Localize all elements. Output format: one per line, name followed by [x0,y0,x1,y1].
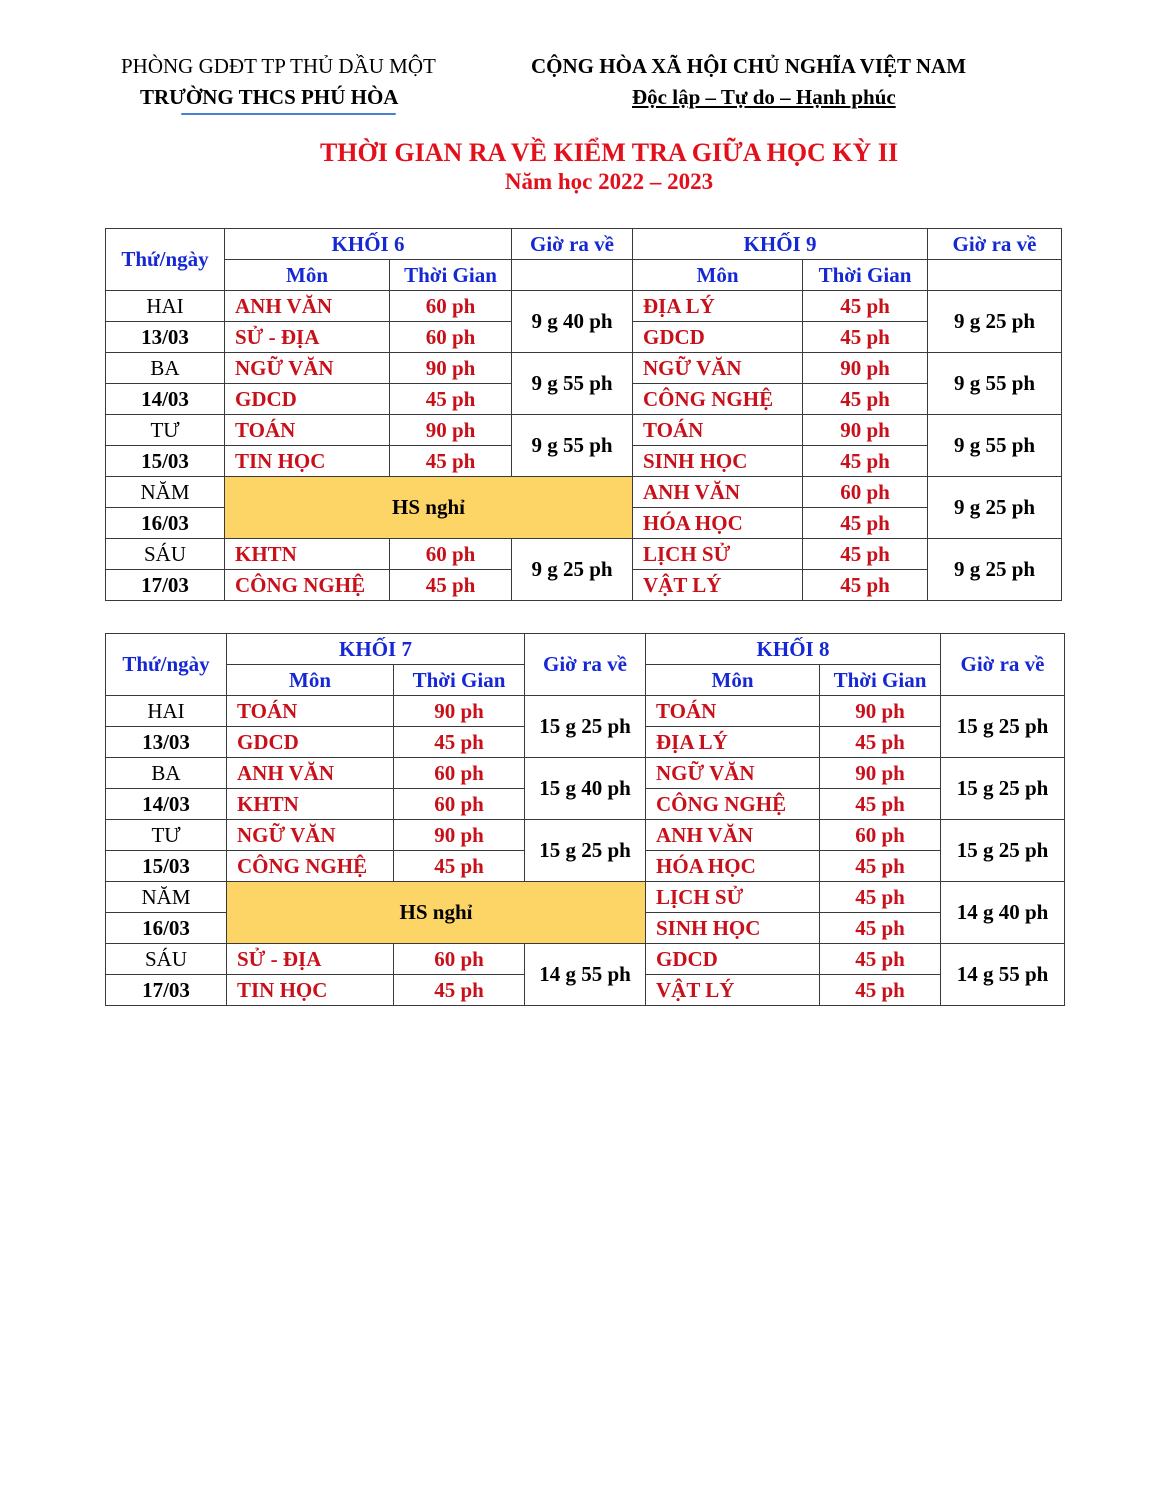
duration-cell: 60 ph [390,291,512,322]
subject-cell: NGỮ VĂN [633,353,803,384]
duration-header-left: Thời Gian [394,665,525,696]
release-time-cell: 15 g 25 ph [941,758,1065,820]
duration-cell: 45 ph [803,384,928,415]
subject-cell: ANH VĂN [633,477,803,508]
day-column-header: Thứ/ngày [106,634,227,696]
school-name: TRƯỜNG THCS PHÚ HÒA [140,85,399,109]
subject-cell: ANH VĂN [227,758,394,789]
duration-cell: 60 ph [394,944,525,975]
duration-cell: 45 ph [394,851,525,882]
national-motto: Độc lập – Tự do – Hạnh phúc [632,85,896,109]
weekday-cell: HAI [106,291,225,322]
grade-header-right: KHỐI 9 [633,229,928,260]
date-cell: 14/03 [106,384,225,415]
table-row [106,415,1062,446]
duration-cell: 90 ph [820,696,941,727]
subject-cell: SINH HỌC [646,913,820,944]
subject-cell: CÔNG NGHỆ [633,384,803,415]
weekday-cell: TƯ [106,415,225,446]
empty-header-cell-right [928,260,1062,291]
subject-cell: ANH VĂN [646,820,820,851]
subject-cell: LỊCH SỬ [646,882,820,913]
subject-cell: KHTN [227,789,394,820]
duration-cell: 45 ph [820,882,941,913]
subject-cell: NGỮ VĂN [225,353,390,384]
duration-header-right: Thời Gian [803,260,928,291]
empty-header-cell-left [512,260,633,291]
release-header-right: Giờ ra về [928,229,1062,260]
subject-cell: TOÁN [227,696,394,727]
release-time-cell: 9 g 25 ph [928,291,1062,353]
duration-cell: 90 ph [803,353,928,384]
schedule-table-grade-6-9 [105,228,1062,601]
release-time-cell: 15 g 25 ph [525,820,646,882]
subject-cell: HÓA HỌC [633,508,803,539]
release-time-cell: 9 g 55 ph [928,415,1062,477]
duration-cell: 45 ph [820,789,941,820]
weekday-cell: SÁU [106,539,225,570]
duration-cell: 45 ph [803,291,928,322]
subject-cell: TOÁN [225,415,390,446]
table-row [106,291,1062,322]
subject-cell: TOÁN [633,415,803,446]
duration-cell: 90 ph [394,820,525,851]
schedule-body [106,291,1062,601]
release-time-cell: 15 g 25 ph [941,820,1065,882]
duration-cell: 60 ph [394,789,525,820]
duration-cell: 60 ph [390,322,512,353]
subject-cell: VẬT LÝ [633,570,803,601]
duration-cell: 45 ph [394,727,525,758]
table-row [106,696,1065,727]
subject-cell: CÔNG NGHỆ [225,570,390,601]
duration-cell: 45 ph [803,508,928,539]
subject-cell: ANH VĂN [225,291,390,322]
subject-cell: GDCD [225,384,390,415]
weekday-cell: SÁU [106,944,227,975]
table-row [106,944,1065,975]
document-title: THỜI GIAN RA VỀ KIỂM TRA GIỮA HỌC KỲ II [319,138,899,167]
subject-cell: SỬ - ĐỊA [225,322,390,353]
release-time-cell: 15 g 25 ph [525,696,646,758]
date-cell: 16/03 [106,508,225,539]
weekday-cell: BA [106,353,225,384]
day-off-cell: HS nghỉ [225,477,633,539]
subject-cell: CÔNG NGHỆ [646,789,820,820]
date-cell: 13/03 [106,322,225,353]
date-cell: 15/03 [106,851,227,882]
table-row [106,539,1062,570]
duration-cell: 90 ph [390,415,512,446]
duration-header-right: Thời Gian [820,665,941,696]
duration-cell: 45 ph [803,539,928,570]
table-row [106,882,1065,913]
duration-cell: 45 ph [803,322,928,353]
national-title: CỘNG HÒA XÃ HỘI CHỦ NGHĨA VIỆT NAM [531,54,967,78]
release-time-cell: 9 g 25 ph [928,539,1062,601]
release-time-cell: 9 g 55 ph [512,353,633,415]
grade-header-left: KHỐI 7 [227,634,525,665]
day-column-header: Thứ/ngày [106,229,225,291]
subject-cell: LỊCH SỬ [633,539,803,570]
duration-cell: 60 ph [820,820,941,851]
date-cell: 17/03 [106,975,227,1006]
duration-cell: 45 ph [390,384,512,415]
duration-cell: 45 ph [820,975,941,1006]
subject-cell: GDCD [646,944,820,975]
duration-cell: 90 ph [820,758,941,789]
release-time-cell: 15 g 25 ph [941,696,1065,758]
day-off-cell: HS nghỉ [227,882,646,944]
release-time-cell: 9 g 40 ph [512,291,633,353]
schedule-body [106,696,1065,1006]
duration-cell: 45 ph [820,913,941,944]
duration-cell: 60 ph [390,539,512,570]
schedule-table-grade-7-8 [105,633,1065,1006]
release-time-cell: 9 g 55 ph [512,415,633,477]
duration-cell: 45 ph [803,446,928,477]
release-time-cell: 9 g 25 ph [928,477,1062,539]
release-header-left: Giờ ra về [512,229,633,260]
table-row [106,353,1062,384]
duration-cell: 90 ph [803,415,928,446]
school-name-underline [181,113,396,115]
release-header-right: Giờ ra về [941,634,1065,696]
grade-header-right: KHỐI 8 [646,634,941,665]
subject-cell: TIN HỌC [225,446,390,477]
duration-cell: 60 ph [394,758,525,789]
subject-cell: GDCD [633,322,803,353]
subject-cell: SINH HỌC [633,446,803,477]
weekday-cell: NĂM [106,882,227,913]
duration-cell: 60 ph [803,477,928,508]
subject-cell: KHTN [225,539,390,570]
release-time-cell: 15 g 40 ph [525,758,646,820]
duration-cell: 45 ph [820,727,941,758]
subject-cell: GDCD [227,727,394,758]
subject-cell: ĐỊA LÝ [633,291,803,322]
subject-cell: NGỮ VĂN [646,758,820,789]
weekday-cell: TƯ [106,820,227,851]
subject-cell: SỬ - ĐỊA [227,944,394,975]
release-time-cell: 14 g 55 ph [941,944,1065,1006]
duration-cell: 90 ph [390,353,512,384]
release-time-cell: 9 g 55 ph [928,353,1062,415]
duration-cell: 45 ph [803,570,928,601]
duration-header-left: Thời Gian [390,260,512,291]
table-row [106,820,1065,851]
duration-cell: 45 ph [390,446,512,477]
grade-header-left: KHỐI 6 [225,229,512,260]
document-subtitle: Năm học 2022 – 2023 [504,169,714,194]
duration-cell: 45 ph [394,975,525,1006]
date-cell: 13/03 [106,727,227,758]
subject-header-left: Môn [227,665,394,696]
subject-cell: CÔNG NGHỆ [227,851,394,882]
subject-cell: TOÁN [646,696,820,727]
date-cell: 16/03 [106,913,227,944]
subject-cell: VẬT LÝ [646,975,820,1006]
release-time-cell: 9 g 25 ph [512,539,633,601]
release-header-left: Giờ ra về [525,634,646,696]
subject-header-right: Môn [633,260,803,291]
date-cell: 17/03 [106,570,225,601]
table-row [106,758,1065,789]
subject-cell: ĐỊA LÝ [646,727,820,758]
department-name: PHÒNG GDĐT TP THỦ DẦU MỘT [121,54,436,78]
table-row [106,477,1062,508]
duration-cell: 45 ph [390,570,512,601]
date-cell: 14/03 [106,789,227,820]
weekday-cell: HAI [106,696,227,727]
duration-cell: 45 ph [820,944,941,975]
subject-cell: HÓA HỌC [646,851,820,882]
duration-cell: 45 ph [820,851,941,882]
weekday-cell: NĂM [106,477,225,508]
subject-header-right: Môn [646,665,820,696]
subject-cell: TIN HỌC [227,975,394,1006]
subject-cell: NGỮ VĂN [227,820,394,851]
date-cell: 15/03 [106,446,225,477]
subject-header-left: Môn [225,260,390,291]
release-time-cell: 14 g 55 ph [525,944,646,1006]
release-time-cell: 14 g 40 ph [941,882,1065,944]
duration-cell: 90 ph [394,696,525,727]
weekday-cell: BA [106,758,227,789]
